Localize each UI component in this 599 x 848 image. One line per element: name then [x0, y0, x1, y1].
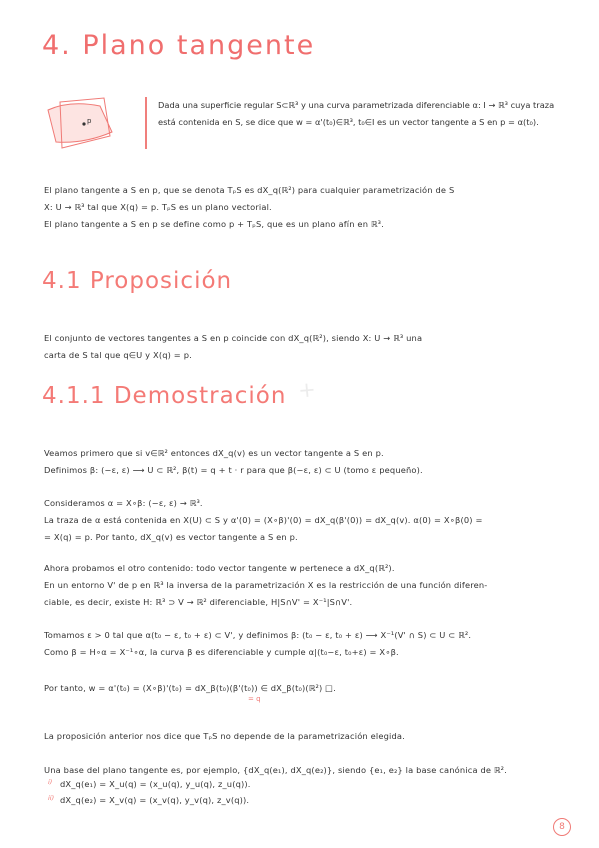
paragraph-line: El plano tangente a S en p se define como p + TₚS, que es un plano afín en ℝ³. — [44, 219, 384, 229]
proof-step-4 — [44, 627, 564, 661]
proof-heading: 4.1.1 Demostración — [42, 383, 287, 409]
item-marker-i: i) — [48, 778, 53, 786]
proposition-heading: 4.1 Proposición — [42, 268, 233, 294]
proof-step-2 — [44, 495, 564, 546]
basis-item-1: dX_q(e₁) = X_u(q) = (x_u(q), y_u(q), z_u(q)). — [60, 779, 251, 789]
tangent-basis-intro: Una base del plano tangente es, por ejemplo, {dX_q(e₁), dX_q(e₂)}, siendo {e₁, e₂} la base canónica de ℝ². — [44, 765, 507, 775]
watermark: ✕ — [294, 377, 322, 404]
proof-step-3 — [44, 560, 564, 611]
paragraph-line: Consideramos α = X∘β: (−ε, ε) → ℝ³. — [44, 498, 203, 508]
paragraph-line: ciable, es decir, existe H: ℝ³ ⊃ V → ℝ² diferenciable, H|S∩V' = X⁻¹|S∩V'. — [44, 597, 353, 607]
paragraph-line: X: U → ℝ³ tal que X(q) = p. TₚS es un plano vectorial. — [44, 202, 272, 212]
annotation-underbrace: = q — [248, 695, 261, 703]
paragraph-line: Definimos β: (−ε, ε) ⟶ U ⊂ ℝ², β(t) = q + t · r para que β(−ε, ε) ⊂ U (tomo ε pequeño). — [44, 465, 423, 475]
basis-item-2: dX_q(e₂) = X_v(q) = (x_v(q), y_v(q), z_v(q)). — [60, 795, 250, 805]
paragraph-line: Tomamos ε > 0 tal que α(t₀ − ε, t₀ + ε) ⊂ V', y definimos β: (t₀ − ε, t₀ + ε) ⟶ X⁻¹(V' ∩ S) ⊂ U ⊂ ℝ². — [44, 630, 472, 640]
paragraph-line: Como β = H∘α = X⁻¹∘α, la curva β es diferenciable y cumple α|(t₀−ε, t₀+ε) = X∘β. — [44, 647, 399, 657]
tangent-plane-figure — [40, 92, 120, 154]
paragraph-line: La traza de α está contenida en X(U) ⊂ S y α'(0) = (X∘β)'(0) = dX_q(β'(0)) = dX_q(v). α(0) = X∘β(0) = — [44, 515, 483, 525]
paragraph-line: El conjunto de vectores tangentes a S en p coincide con dX_q(ℝ²), siendo X: U → ℝ³ una — [44, 333, 423, 343]
remark-text: La proposición anterior nos dice que TₚS no depende de la parametrización elegida. — [44, 731, 405, 741]
definition-bar — [145, 97, 147, 149]
proof-step-1 — [44, 445, 564, 479]
proposition-text — [44, 330, 564, 364]
paragraph-line: Veamos primero que si v∈ℝ² entonces dX_q(v) es un vector tangente a S en p. — [44, 448, 384, 458]
section-title: 4. Plano tangente — [42, 30, 316, 61]
item-marker-ii: ii) — [48, 794, 55, 802]
page-number: 8 — [553, 818, 571, 836]
point-label: p — [87, 117, 92, 125]
paragraph-line: En un entorno V' de p en ℝ³ la inversa de la parametrización X es la restricción de una función diferen- — [44, 580, 488, 590]
paragraph-line: = X(q) = p. Por tanto, dX_q(v) es vector tangente a S en p. — [44, 532, 298, 542]
paragraph-line: Ahora probamos el otro contenido: todo vector tangente w pertenece a dX_q(ℝ²). — [44, 563, 395, 573]
tangent-plane-paragraph — [44, 182, 564, 233]
proof-conclusion: Por tanto, w = α'(t₀) = (X∘β)'(t₀) = dX_β(t₀)(β'(t₀)) ∈ dX_β(t₀)(ℝ²) □. — [44, 683, 336, 693]
paragraph-line: carta de S tal que q∈U y X(q) = p. — [44, 350, 192, 360]
paragraph-line: El plano tangente a S en p, que se denota TₚS es dX_q(ℝ²) para cualquier parametrización de S — [44, 185, 455, 195]
definition-text: Dada una superficie regular S⊂ℝ³ y una curva parametrizada diferenciable α: I → ℝ³ cuya traza está contenida en S, se dice que w = α'(t₀)∈ℝ³, t₀∈I es un vector tangente a S en p = α(t₀). — [158, 100, 555, 127]
